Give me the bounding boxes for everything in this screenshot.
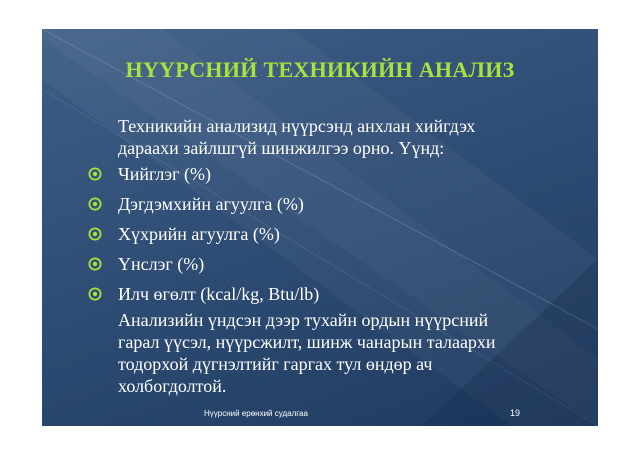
bullet-text: Хүхрийн агуулга (%) [118, 224, 280, 244]
target-bullet-icon [88, 227, 102, 241]
bullet-item-moisture [42, 159, 598, 189]
slide-body [42, 115, 598, 397]
target-bullet-icon [88, 197, 102, 211]
bullet-item-volatile [42, 189, 598, 219]
closing-paragraph [42, 309, 598, 397]
slide-number: 19 [510, 408, 521, 418]
closing-line: холбогдолтой. [118, 376, 227, 396]
intro-line: Техникийн анализид нүүрсэнд анхлан хийгдэх [118, 116, 476, 136]
closing-line: Анализийн үндсэн дээр тухайн ордын нүүрсний [118, 310, 489, 330]
target-bullet-icon [88, 167, 102, 181]
intro-paragraph [42, 115, 598, 159]
bullet-item-calorific [42, 279, 598, 309]
target-bullet-icon [88, 257, 102, 271]
bullet-item-ash [42, 249, 598, 279]
presentation-slide [42, 29, 598, 426]
bullet-text: Үнслэг (%) [118, 254, 205, 274]
bullet-text: Чийглэг (%) [118, 164, 212, 184]
intro-line: дараахи зайлшгүй шинжилгээ орно. Үүнд: [118, 138, 445, 158]
target-bullet-icon [88, 287, 102, 301]
closing-line: гарал үүсэл, нүүрсжилт, шинж чанарын талаархи [118, 332, 496, 352]
bullet-text: Дэгдэмхийн агуулга (%) [118, 194, 304, 214]
bullet-item-sulfur [42, 219, 598, 249]
bullet-list [42, 159, 598, 309]
bullet-text: Илч өгөлт (kcal/kg, Btu/lb) [118, 284, 320, 304]
slide-footer: Нүүрсний ерөнхий судалгаа [204, 409, 308, 418]
closing-line: тодорхой дүгнэлтийг гаргах тул өндөр ач [118, 354, 433, 374]
slide-title: НҮҮРСНИЙ ТЕХНИКИЙН АНАЛИЗ [125, 57, 515, 82]
